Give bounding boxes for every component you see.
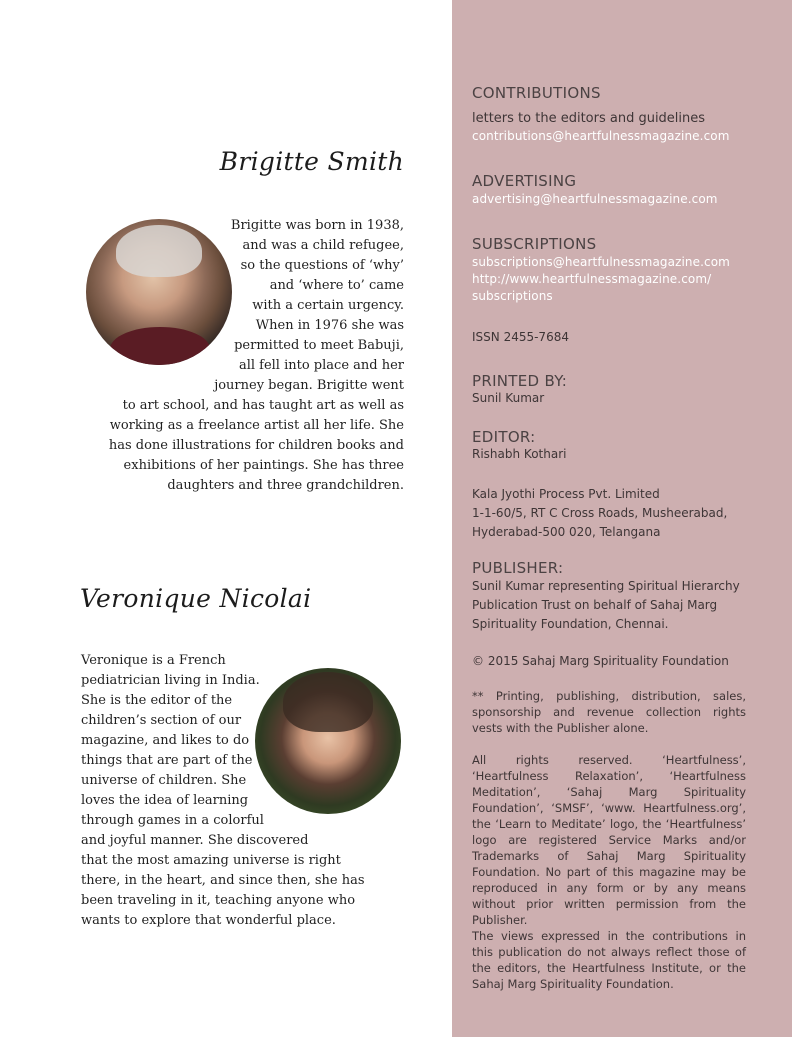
- all-rights-section: [472, 752, 746, 928]
- contributions-email-link[interactable]: contributions@heartfulnessmagazine.com: [472, 129, 730, 143]
- bio-line: there, in the heart, and since then, she has: [81, 873, 365, 888]
- subscriptions-section: [472, 235, 746, 303]
- contributions-subtitle: letters to the editors and guidelines: [472, 111, 706, 126]
- contributions-section: [472, 84, 746, 143]
- contributions-heading: CONTRIBUTIONS: [472, 84, 601, 102]
- bio-brigitte: [109, 216, 404, 496]
- printer-address-line: Hyderabad-500 020, Telangana: [472, 525, 661, 539]
- bio-line: has done illustrations for children books and: [108, 438, 404, 453]
- author-name-brigitte: Brigitte Smith: [219, 147, 404, 176]
- publisher-line: Spirituality Foundation, Chennai.: [472, 617, 669, 631]
- bio-veronique: [81, 651, 365, 931]
- bio-line: universe of children. She: [81, 773, 247, 788]
- printing-rights-section: [472, 688, 746, 736]
- bio-line: loves the idea of learning: [81, 793, 249, 808]
- printed-by-name: Sunil Kumar: [472, 391, 545, 405]
- bio-line: and ‘where to’ came: [269, 278, 404, 293]
- printer-address-section: [472, 485, 746, 542]
- bio-line: wants to explore that wonderful place.: [81, 913, 336, 928]
- views-disclaimer-section: [472, 928, 746, 992]
- subscriptions-heading: SUBSCRIPTIONS: [472, 235, 597, 253]
- copyright-line: © 2015 Sahaj Marg Spirituality Foundation: [472, 654, 729, 668]
- bio-line: with a certain urgency.: [252, 298, 404, 313]
- advertising-section: [472, 172, 746, 206]
- publisher-section: [472, 559, 746, 634]
- bio-line: exhibitions of her paintings. She has three: [123, 458, 404, 473]
- subscriptions-url-link-cont[interactable]: subscriptions: [472, 289, 553, 303]
- bio-line: journey began. Brigitte went: [214, 378, 404, 393]
- bio-line: and was a child refugee,: [242, 238, 404, 253]
- advertising-email-link[interactable]: advertising@heartfulnessmagazine.com: [472, 192, 718, 206]
- printer-address-line: 1-1-60/5, RT C Cross Roads, Musheerabad,: [472, 506, 728, 520]
- bio-line: Brigitte was born in 1938,: [230, 218, 404, 233]
- author-name-veronique: Veronique Nicolai: [80, 584, 312, 613]
- bio-line: been traveling in it, teaching anyone who: [81, 893, 356, 908]
- bio-line: daughters and three grandchildren.: [167, 478, 404, 493]
- editor-heading: EDITOR:: [472, 428, 536, 446]
- advertising-heading: ADVERTISING: [472, 172, 577, 190]
- all-rights-text: All rights reserved. ‘Heartfulness’, ‘Heartfulness Relaxation’, ‘Heartfulness Meditation’, ‘Sahaj Marg Spirituality Foundation’, ‘SMSF’, ‘www. Heartfulness.org’, the ‘Learn to Meditate’ logo, the ‘Heartfulness’ logo are registered Service Marks and/or Trademarks of Sahaj Marg Spirituality Foundation. No part of this magazine may be reproduced in any form or by any means without prior written permission from the Publisher.: [472, 753, 746, 927]
- publisher-line: Sunil Kumar representing Spiritual Hierarchy: [472, 579, 740, 593]
- bio-line: that the most amazing universe is right: [81, 853, 341, 868]
- copyright-section: [472, 654, 746, 668]
- bio-line: Veronique is a French: [81, 653, 226, 668]
- bio-line: magazine, and likes to do: [81, 733, 250, 748]
- bio-line: working as a freelance artist all her life. She: [109, 418, 404, 433]
- subscriptions-email-link[interactable]: subscriptions@heartfulnessmagazine.com: [472, 255, 730, 269]
- bio-line: She is the editor of the: [81, 693, 233, 708]
- bio-line: so the questions of ‘why’: [240, 258, 404, 273]
- views-disclaimer-text: The views expressed in the contributions in this publication do not always reflect those of the editors, the Heartfulness Institute, or the Sahaj Marg Spirituality Foundation.: [472, 929, 746, 991]
- printing-rights-text: ** Printing, publishing, distribution, sales, sponsorship and revenue collection rights vests with the Publisher alone.: [472, 689, 746, 735]
- bio-line: through games in a colorful: [81, 813, 264, 828]
- publisher-line: Publication Trust on behalf of Sahaj Marg: [472, 598, 718, 612]
- bio-line: children’s section of our: [81, 713, 242, 728]
- editor-name: Rishabh Kothari: [472, 447, 567, 461]
- bio-line: all fell into place and her: [238, 358, 404, 373]
- bio-line: pediatrician living in India.: [81, 673, 260, 688]
- bio-line: to art school, and has taught art as well as: [122, 398, 404, 413]
- issn-number: ISSN 2455-7684: [472, 330, 569, 344]
- issn-section: [472, 330, 746, 344]
- bio-line: things that are part of the: [81, 753, 253, 768]
- printed-by-section: [472, 372, 746, 405]
- subscriptions-url-link[interactable]: http://www.heartfulnessmagazine.com/: [472, 272, 712, 286]
- editor-section: [472, 428, 746, 461]
- bio-line: permitted to meet Babuji,: [234, 338, 404, 353]
- printer-address-line: Kala Jyothi Process Pvt. Limited: [472, 487, 660, 501]
- bio-line: When in 1976 she was: [255, 318, 404, 333]
- bio-line: and joyful manner. She discovered: [81, 833, 309, 848]
- printed-by-heading: PRINTED BY:: [472, 372, 568, 390]
- publisher-heading: PUBLISHER:: [472, 559, 564, 577]
